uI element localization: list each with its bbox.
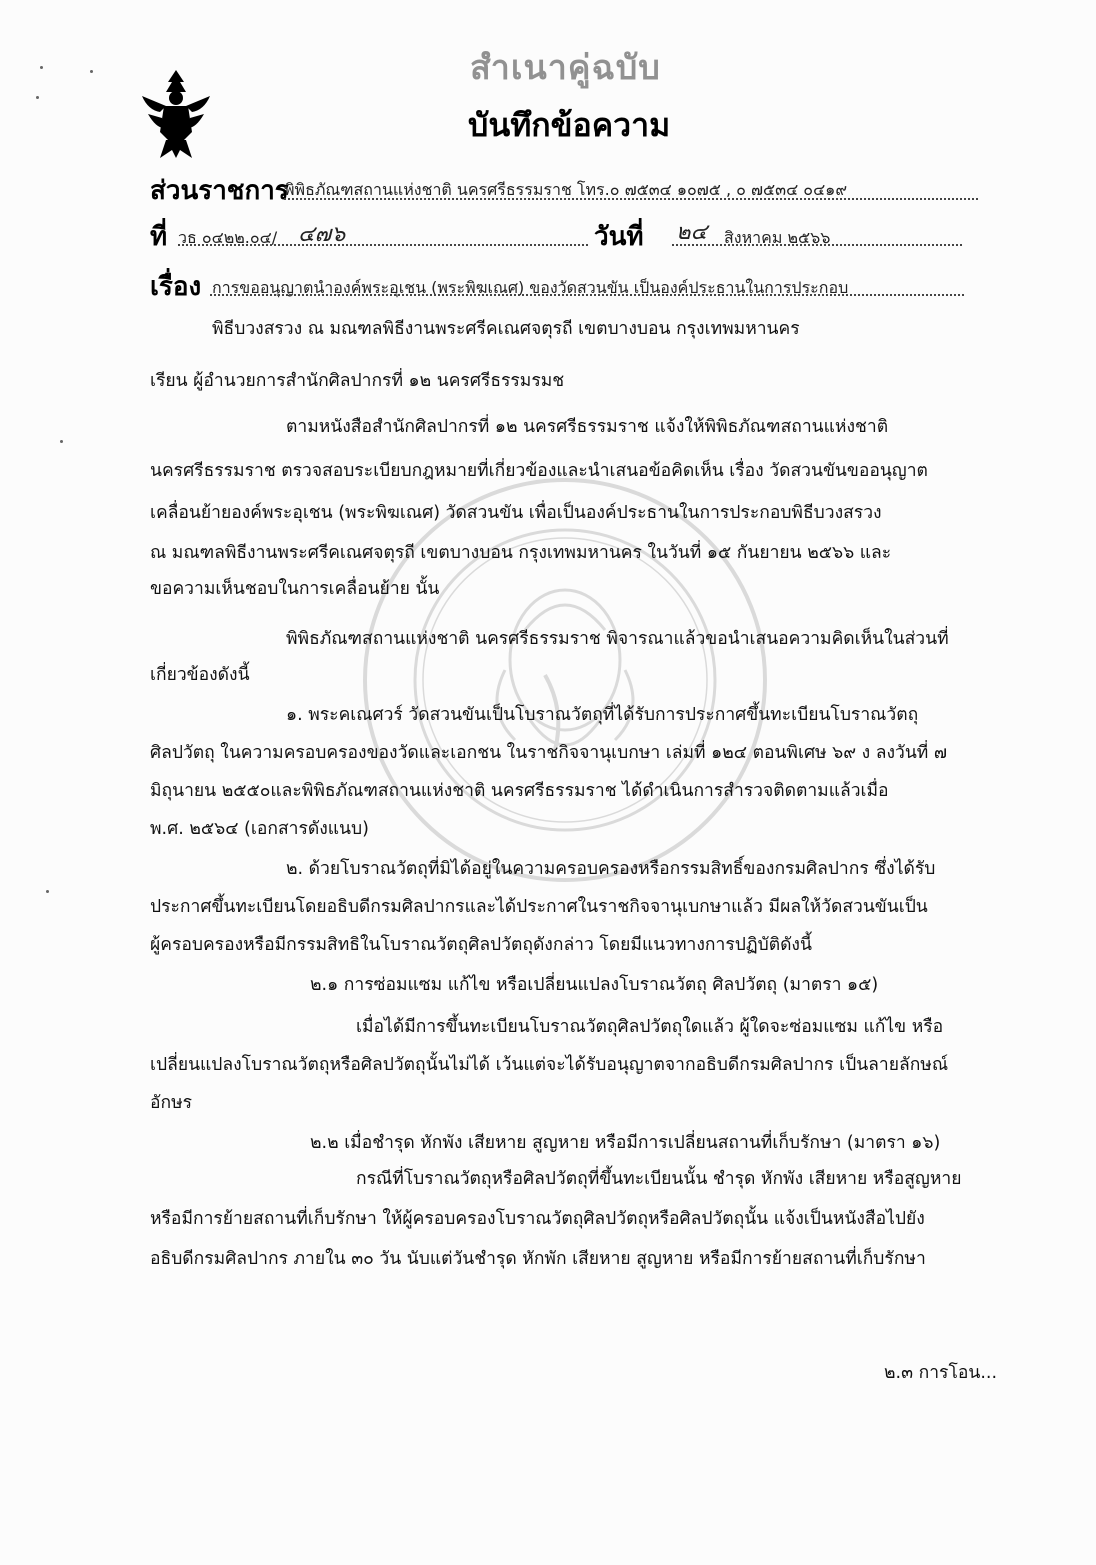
s22-line-3: อธิบดีกรมศิลปากร ภายใน ๓๐ วัน นับแต่วันชำรุด หักพัก เสียหาย สูญหาย หรือมีการย้ายสถานที่เก็บรักษา [150,1249,926,1269]
continuation-marker: ๒.๓ การโอน... [884,1363,998,1383]
p4-line-1: ๒. ด้วยโบราณวัตถุที่มิได้อยู่ในความครอบครองหรือกรรมสิทธิ์ของกรมศิลปากร ซึ่งได้รับ [286,859,936,879]
agency-label: ส่วนราชการ [150,176,289,206]
p1-line-3: เคลื่อนย้ายองค์พระอุเชน (พระพิฆเณศ) วัดสวนขัน เพื่อเป็นองค์ประธานในการประกอบพิธีบวงสรวง [150,503,882,523]
date-label: วันที่ [594,222,644,252]
addressee: เรียน ผู้อำนวยการสำนักศิลปากรที่ ๑๒ นครศรีธรรมรมช [150,371,565,391]
p1-line-2: นครศรีธรรมราช ตรวจสอบระเบียบกฎหมายที่เกี่ยวข้องและนำเสนอข้อคิดเห็น เรื่อง วัดสวนขันขออนุญาต [150,461,928,481]
subject-dotted-line [210,294,964,296]
subject-line-2: พิธีบวงสรวง ณ มณฑลพิธีงานพระศรีคเณศจตุรถี เขตบางบอน กรุงเทพมหานคร [212,319,800,339]
p4-line-2: ประกาศขึ้นทะเบียนโดยอธิบดีกรมศิลปากรและได้ประกาศในราชกิจจานุเบกษาแล้ว มีผลให้วัดสวนขันเป็น [150,897,928,917]
date-day-handwritten: ๒๔ [676,220,708,245]
p3-line-3: มิถุนายน ๒๕๕๐และพิพิธภัณฑสถานแห่งชาติ นครศรีธรรมราช ได้ดำเนินการสำรวจติดตามแล้วเมื่อ [150,781,889,801]
ref-number-handwritten: ๔๗๖ [298,222,346,247]
date-value: สิงหาคม ๒๕๖๖ [724,228,831,247]
ref-label: ที่ [150,222,168,252]
section-2-1-heading: ๒.๑ การซ่อมแซม แก้ไข หรือเปลี่ยนแปลงโบราณวัตถุ ศิลปวัตถุ (มาตรา ๑๕) [310,975,879,995]
p1-line-5: ขอความเห็นชอบในการเคลื่อนย้าย นั้น [150,579,440,599]
p1-line-4: ณ มณฑลพิธีงานพระศรีคเณศจตุรถี เขตบางบอน กรุงเทพมหานคร ในวันที่ ๑๕ กันยายน ๒๕๖๖ และ [150,543,892,563]
fine-arts-department-seal-icon [355,470,775,890]
s21-line-2: เปลี่ยนแปลงโบราณวัตถุหรือศิลปวัตถุนั้นไม่ได้ เว้นแต่จะได้รับอนุญาตจากอธิบดีกรมศิลปากร เป็นลายลักษณ์ [150,1055,949,1075]
garuda-emblem-icon [138,66,214,162]
s21-line-1: เมื่อได้มีการขึ้นทะเบียนโบราณวัตถุศิลปวัตถุใดแล้ว ผู้ใดจะซ่อมแซม แก้ไข หรือ [356,1017,944,1037]
date-dotted-line [672,244,962,246]
p4-line-3: ผู้ครอบครองหรือมีกรรมสิทธิในโบราณวัตถุศิลปวัตถุดังกล่าว โดยมีแนวทางการปฏิบัติดังนี้ [150,935,812,955]
p2-line-2: เกี่ยวข้องดังนี้ [150,665,250,685]
ref-dotted-line [178,244,588,246]
copy-stamp: สำเนาคู่ฉบับ [470,48,661,88]
s21-line-3: อักษร [150,1093,193,1113]
agency-value: พิพิธภัณฑสถานแห่งชาติ นครศรีธรรมราช โทร.๐ ๗๕๓๔ ๑๐๗๕ , ๐ ๗๕๓๔ ๐๔๑๙ [284,180,848,199]
p3-line-2: ศิลปวัตถุ ในความครอบครองของวัดและเอกชน ในราชกิจจานุเบกษา เล่มที่ ๑๒๔ ตอนพิเศษ ๖๙ ง ลงวันที่ ๗ [150,743,948,763]
s22-line-1: กรณีที่โบราณวัตถุหรือศิลปวัตถุที่ขึ้นทะเบียนนั้น ชำรุด หักพัง เสียหาย หรือสูญหาย [356,1169,962,1189]
agency-dotted-line [284,198,978,200]
p1-line-1: ตามหนังสือสำนักศิลปากรที่ ๑๒ นครศรีธรรมราช แจ้งให้พิพิธภัณฑสถานแห่งชาติ [286,417,889,437]
section-2-2-heading: ๒.๒ เมื่อชำรุด หักพัง เสียหาย สูญหาย หรือมีการเปลี่ยนสถานที่เก็บรักษา (มาตรา ๑๖) [310,1133,941,1153]
p2-line-1: พิพิธภัณฑสถานแห่งชาติ นครศรีธรรมราช พิจารณาแล้วขอนำเสนอความคิดเห็นในส่วนที่ [286,629,949,649]
subject-line-1: การขออนุญาตนำองค์พระอุเชน (พระพิฆเณศ) ของวัดสวนขัน เป็นองค์ประธานในการประกอบ [212,278,849,297]
ref-value: วธ ๐๔๒๒.๐๔/ [178,228,278,247]
s22-line-2: หรือมีการย้ายสถานที่เก็บรักษา ให้ผู้ครอบครองโบราณวัตถุศิลปวัตถุหรือศิลปวัตถุนั้น แจ้งเป็นหนังสือไปยัง [150,1209,925,1229]
p3-line-1: ๑. พระคเณศวร์ วัดสวนขันเป็นโบราณวัตถุที่ได้รับการประกาศขึ้นทะเบียนโบราณวัตถุ [286,705,919,725]
subject-label: เรื่อง [150,272,202,302]
document-title: บันทึกข้อความ [468,106,671,144]
p3-line-4: พ.ศ. ๒๕๖๔ (เอกสารดังแนบ) [150,819,369,839]
